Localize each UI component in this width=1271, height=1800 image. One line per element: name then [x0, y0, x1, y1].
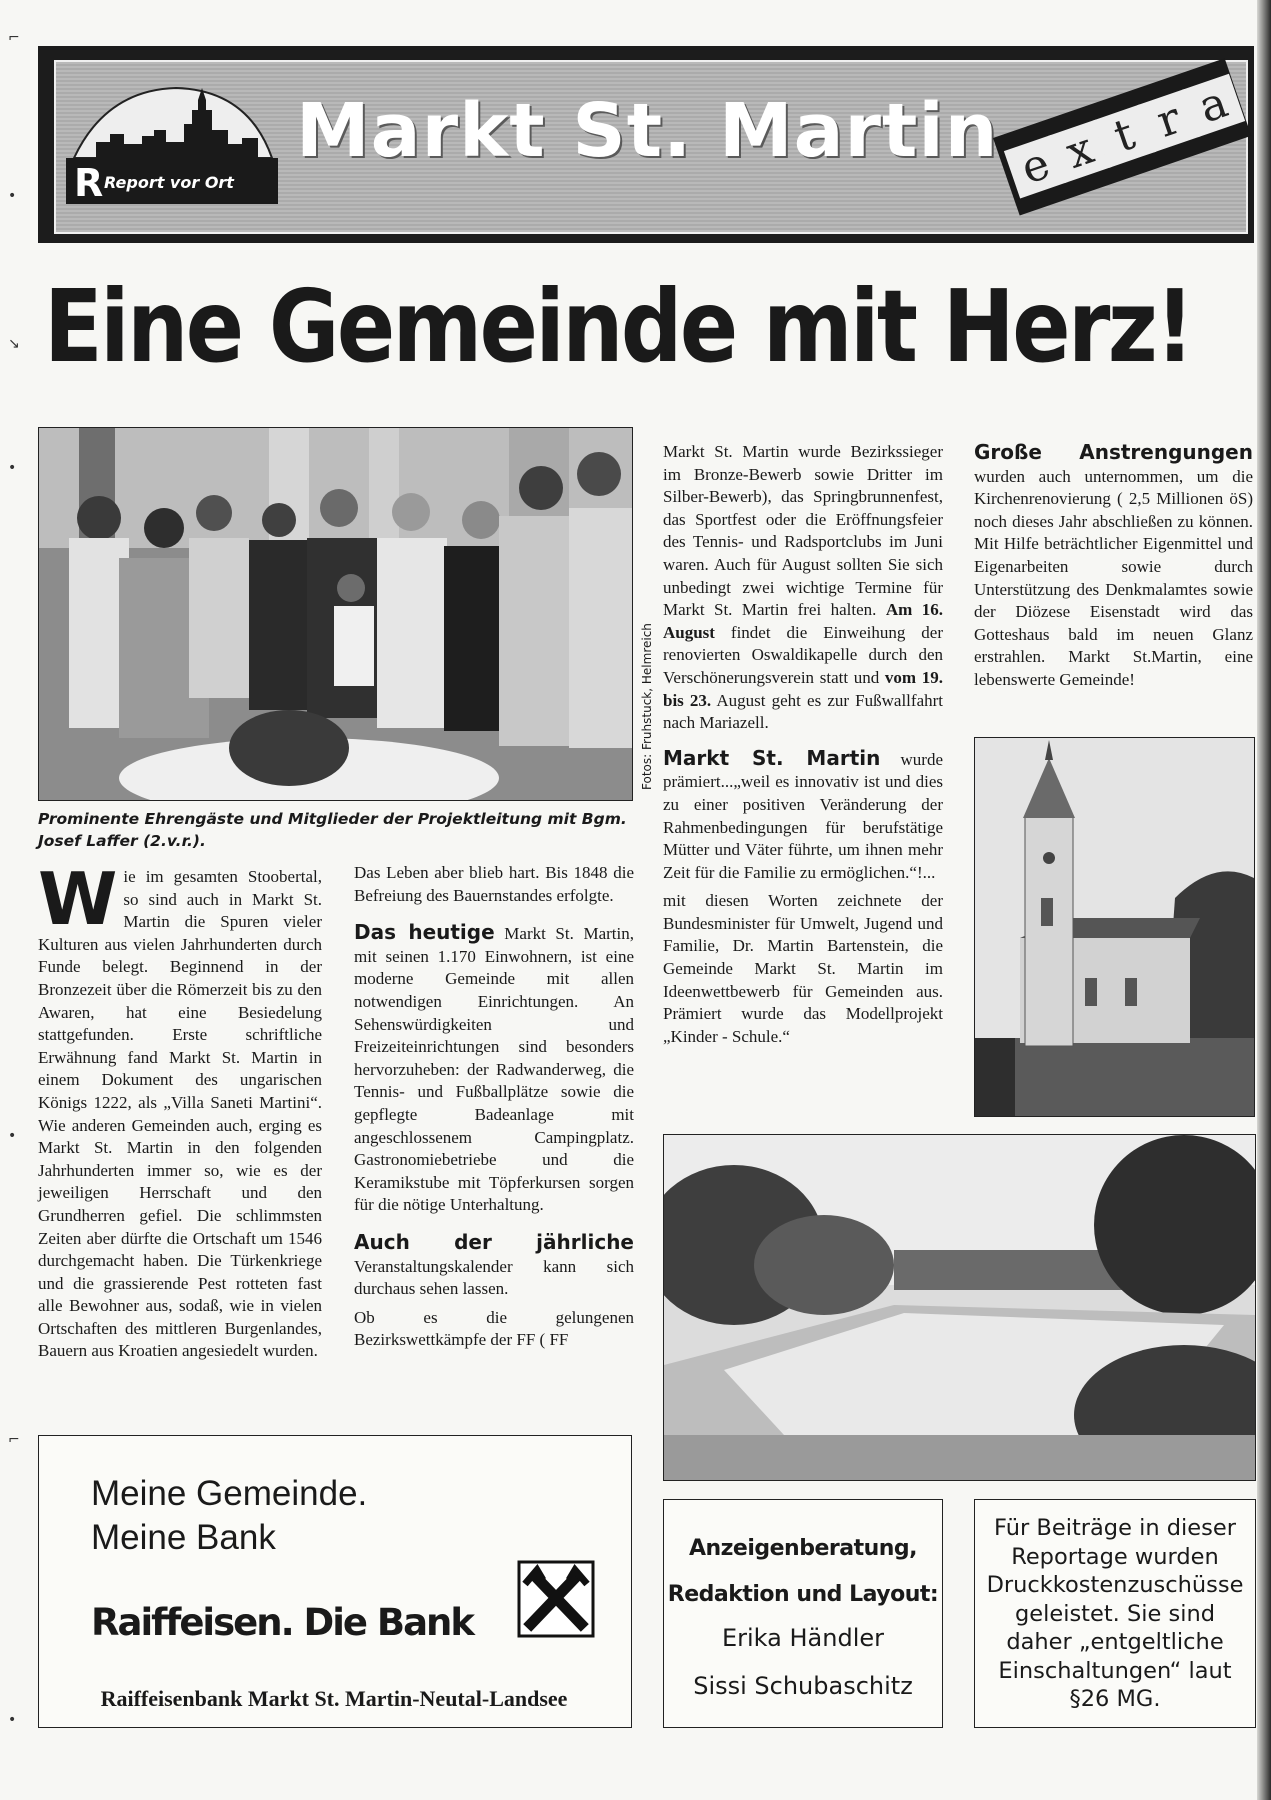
- photo-credit: Fotos: Fruhstuck, Helmreich: [640, 623, 654, 790]
- paragraph-lead: Große Anstrengungen: [974, 440, 1253, 464]
- article-text: findet die Einweihung der renovierten Oswaldikapelle durch den Verschönerungsverein statt und: [663, 622, 943, 687]
- margin-mark: •: [8, 1712, 17, 1728]
- bank-slogan: Meine Bank: [91, 1518, 276, 1557]
- article-column-1: [38, 857, 322, 1369]
- photo-guests: [38, 427, 633, 801]
- article-column-3: [663, 441, 943, 1054]
- contact-name: Erika Händler: [721, 1624, 884, 1652]
- contact-heading: Redaktion und Layout:: [667, 1582, 939, 1607]
- margin-mark: ↘: [8, 336, 20, 352]
- extra-badge-letter: x: [1048, 120, 1112, 184]
- article-text: Veranstaltungskalender kann sich durchaus sehen lassen.: [354, 1256, 634, 1299]
- margin-mark: •: [8, 188, 17, 204]
- article-paragraph: Ob es die gelungenen Bezirkswettkämpfe der FF ( FF: [354, 1307, 634, 1350]
- report-vor-ort-logo: [66, 84, 278, 208]
- contact-heading: Anzeigenberatung,: [688, 1536, 918, 1561]
- page-edge: [1257, 0, 1271, 1800]
- event-date: Am 16. August: [663, 600, 943, 642]
- margin-mark: ⌐: [8, 30, 20, 46]
- article-text: ie im gesamten Stoobertal, so sind auch in Markt St. Martin die Spuren vieler Kulturen aus vielen Jahrhunderten durch Funde belegt. Beginnend in der Bronzezeit über die Römerzeit bis zu den Awaren, hat eine Besiedelung stattgefunden. Erste schriftliche Erwähnung fand Markt St. Martin in einem Dokument des ungarischen Königs 1222, als „Villa Saneti Martini“. Wie anderen Gemeinden auch, erging es Markt St. Martin in den folgenden Jahrhunderten immer so, wie es der jeweiligen Herrschaft und den Grundherren gefiel. Die schlimmsten Zeiten aber dürfte die Ortschaft um 1546 durchgemacht haben. Die Türkenkriege und die grassierende Pest rotteten fast alle Bewohner aus, sodaß, wie in vielen Ortschaften des mittleren Burgenlandes, Bauern aus Kroatien angesiedelt wurden.: [38, 867, 322, 1361]
- extra-badge-letter: e: [1004, 135, 1068, 199]
- raiffeisen-gable-cross-icon: [517, 1560, 595, 1638]
- photo-church: [974, 737, 1255, 1117]
- raiffeisen-ad: [38, 1435, 632, 1728]
- notice-text: Für Beiträge in dieser Reportage wurden Druckkostenzuschüsse geleistet. Sie sind daher „entgeltliche Einschaltungen“ laut §26 MG.: [986, 1515, 1244, 1712]
- article-column-2: [354, 862, 634, 1358]
- margin-mark: ⌐: [8, 1432, 20, 1448]
- extra-badge-letter: a: [1182, 74, 1246, 138]
- notice-box: [974, 1499, 1256, 1728]
- article-paragraph: Das Leben aber blieb hart. Bis 1848 die Befreiung des Bauernstandes erfolgte.: [354, 863, 634, 905]
- contact-box: [663, 1499, 943, 1728]
- dropcap: W: [38, 857, 118, 941]
- extra-badge-letter: t: [1093, 104, 1157, 168]
- article-text: wurde prämiert...„weil es innovativ ist und dies zu einer positiven Veränderung der Rahmenbedingungen für berufstätige Mütter und Väter führte, um ihnen mehr Zeit für die Familie zu ermöglichen.“!...: [663, 749, 944, 882]
- photo-caption: Prominente Ehrengäste und Mitglieder der Projektleitung mit Bgm. Josef Laffer (2.v.r.).: [38, 810, 627, 850]
- article-text: August geht es zur Fußwallfahrt nach Mariazell.: [663, 690, 943, 733]
- bank-name: Raiffeisenbank Markt St. Martin-Neutal-Landsee: [100, 1686, 568, 1711]
- article-text: wurden auch unternommen, um die Kirchenrenovierung ( 2,5 Millionen öS) noch dieses Jahr abschließen zu können. Mit Hilfe beträchtlicher Eigenmittel und Eigenarbeiten sowie durch Unterstützung des Denkmalamtes sowie der Diözese Eisenstadt wird das Gotteshaus bald im neuen Glanz erstrahlen. Markt St.Martin, eine lebenswerte Gemeinde!: [974, 466, 1253, 689]
- contact-name: Sissi Schubaschitz: [693, 1672, 913, 1700]
- margin-mark: •: [8, 1128, 17, 1144]
- paragraph-lead: Markt St. Martin: [663, 745, 881, 770]
- paragraph-lead: Auch der jährliche: [354, 1229, 634, 1254]
- article-text: Markt St. Martin wurde Bezirkssieger im Bronze-Bewerb sowie Dritter im Silber-Bewerb), das Springbrunnenfest, das Sportfest oder die Eröffnungsfeier des Tennis- und Radsportclubs im Juni waren. Auch für August sollten Sie sich unbedingt zwei wichtige Termine für Markt St. Martin frei halten.: [663, 442, 943, 620]
- bank-slogan: Meine Gemeinde.: [91, 1474, 368, 1513]
- masthead-title: Markt St. Martin: [296, 88, 999, 174]
- article-paragraph: mit diesen Worten zeichnete der Bundesminister für Umwelt, Jugend und Familie, Dr. Martin Bartenstein, die Gemeinde Markt St. Martin im Ideenwettbewerb für Gemeinden aus. Prämiert wurde das Modellprojekt „Kinder - Schule.“: [663, 891, 943, 1046]
- photo-pool: [663, 1134, 1256, 1481]
- extra-badge-letter: r: [1137, 89, 1201, 153]
- logo-text: Report vor Ort: [104, 173, 234, 192]
- article-column-4: [974, 441, 1253, 698]
- event-date: vom 19. bis 23.: [663, 667, 943, 710]
- margin-mark: •: [8, 460, 17, 476]
- bank-brand: Raiffeisen. Die Bank: [91, 1601, 473, 1644]
- article-text: Markt St. Martin, mit seinen 1.170 Einwohnern, ist eine moderne Gemeinde mit allen notwendigen Einrichtungen. An Sehenswürdigkeiten und Freizeiteinrichtungen sind besonders hervorzuheben: der Radwanderweg, die Tennis- und Fußballplätze sowie die gepflegte Badeanlage mit angeschlossenem Campingplatz. Gastronomiebetriebe und die Keramikstube mit Töpferkursen sorgen für die nötige Unterhaltung.: [354, 924, 634, 1215]
- headline: Eine Gemeinde mit Herz!: [44, 268, 1192, 385]
- paragraph-lead: Das heutige: [354, 920, 495, 945]
- svg-text:R: R: [74, 161, 104, 205]
